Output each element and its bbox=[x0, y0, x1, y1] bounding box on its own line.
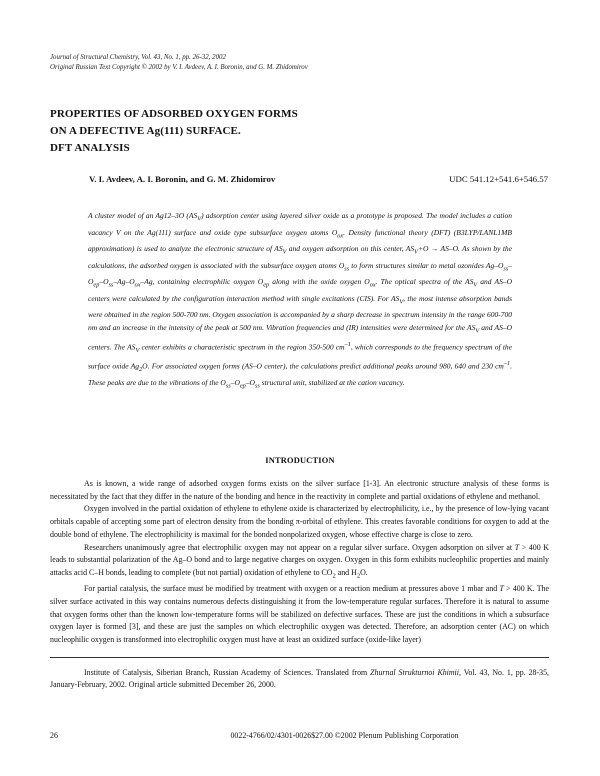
udc-code: UDC 541.12+541.6+546.57 bbox=[449, 174, 548, 184]
abstract-subscript: V bbox=[282, 248, 287, 256]
journal-citation: Journal of Structural Chemistry, Vol. 43, No. 1, pp. 26-32, 2002 bbox=[50, 54, 226, 61]
abstract-text: –O bbox=[88, 260, 513, 286]
author-list: V. I. Avdeev, A. I. Boronin, and G. M. Zhidomirov bbox=[89, 174, 276, 184]
abstract-subscript: V bbox=[135, 346, 140, 354]
abstract-text: and oxygen adsorption on this center, AS bbox=[286, 244, 415, 253]
abstract-text: –O bbox=[230, 377, 240, 387]
abstract-subscript: ep bbox=[239, 382, 246, 389]
abstract-subscript: ep bbox=[263, 281, 270, 289]
footnote-text: , Vol. 43, No. 1, pp. 28-35, January-February, 2002. Original article submitted December 26, 2000. bbox=[50, 668, 549, 689]
abstract-text: ) adsorption center using layered silver oxide as a prototype is proposed. The model includes a cation vacancy V on the Ag(111) surface and oxide type subsurface oxygen atoms O bbox=[88, 211, 513, 237]
abstract-text: and AS–O centers. The AS bbox=[88, 323, 512, 351]
title-line-2: ON A DEFECTIVE Ag(111) SURFACE. bbox=[50, 125, 241, 137]
abstract-subscript: ss bbox=[254, 382, 260, 389]
paragraph-1: As is known, a wide range of adsorbed oxygen forms exists on the silver surface [1-3]. An electronic structure analysis of these forms is necessitated by the fact that they differ in the nature of the bonding and hence in the reactivity in complete and partial oxidations of ethylene and methanol. bbox=[50, 479, 549, 501]
abstract-text: –Ag–O bbox=[113, 277, 135, 286]
abstract-text: , which corresponds to the frequency spectrum of the surface oxide Ag bbox=[88, 342, 513, 370]
abstract-text: O. For associated oxygen forms (AS–O center), the calculations predict additional peaks around 980, 640 and 230 cm bbox=[142, 361, 504, 370]
paragraph-subscript: 2 bbox=[332, 572, 336, 580]
paragraph-4 bbox=[50, 583, 549, 647]
paragraph-text: and H bbox=[335, 567, 357, 577]
abstract-subscript: ss bbox=[225, 382, 231, 389]
abstract-text: A cluster model of an Ag12–3O (AS bbox=[88, 211, 198, 220]
abstract-subscript: ox bbox=[134, 281, 141, 289]
paragraph-text: > 400 K. The silver surface activated in this way contains numerous defects distinguishing it from the low-temperature regular surfaces. Therefore it is natural to assume that oxygen forms other than the known low-temperature forms will be stabilized on defective surfaces. These are just the conditions in which a subsurface oxygen layer is formed [3], and these are just the samples on which electrophilic oxygen was detected. Therefore, an adsorption center (AC) on which nucleophilic oxygen is transformed into electrophilic oxygen must have at least an oxidized surface (oxide-like layer) bbox=[50, 584, 549, 645]
temperature-symbol: T bbox=[514, 542, 520, 552]
paragraph-text: Researchers unanimously agree that electrophilic oxygen may not appear on a regular silver surface. Oxygen adsorption on silver at bbox=[84, 542, 515, 552]
title-line-3: DFT ANALYSIS bbox=[50, 142, 130, 154]
abstract-subscript: V bbox=[475, 327, 480, 335]
abstract-text: to form structures similar to metal ozonides Ag–O bbox=[349, 260, 504, 270]
abstract-text: . These peaks are due to the vibrations of the O bbox=[88, 361, 512, 387]
abstract-text: and AS–O centers were calculated by the configuration interaction method with single excitations (CIS). For AS bbox=[88, 277, 512, 303]
abstract-subscript: 2 bbox=[139, 365, 143, 373]
abstract-text: . Density functional theory (DFT) (B3LYP/LANL1MB approximation) is used to analyze the electronic structure of AS bbox=[88, 227, 512, 253]
abstract-text: +O → AS–O. As shown by the calculations, the adsorbed oxygen is associated with the subsurface oxygen atoms O bbox=[88, 244, 512, 270]
footnote bbox=[50, 667, 549, 691]
title-line-1: PROPERTIES OF ADSORBED OXYGEN FORMS bbox=[50, 108, 298, 120]
abstract-text: –Ag, containing electrophilic oxygen O bbox=[140, 277, 264, 286]
abstract-subscript: ox bbox=[369, 281, 376, 289]
abstract-subscript: V bbox=[197, 215, 202, 223]
paragraph-text: O. bbox=[360, 567, 368, 577]
copyright-line: 0022-4766/02/4301-0026$27.00 ©2002 Plenum Publishing Corporation bbox=[230, 731, 459, 740]
abstract-subscript: ss bbox=[108, 281, 114, 289]
footnote-text: Institute of Catalysis, Siberian Branch, Russian Academy of Sciences. Translated from bbox=[84, 668, 371, 677]
abstract-subscript: ep bbox=[93, 281, 100, 289]
abstract bbox=[88, 209, 512, 392]
paragraph-text: > 400 K leads to substantial polarization of the Ag–O bond and to large negative charges on oxygen. Oxygen in this form exhibits nucleophilic properties and mainly attacks acid C–H bonds, leading to complete (but not partial) oxidation of ethylene to CO bbox=[50, 542, 549, 577]
abstract-text: –O bbox=[99, 277, 109, 286]
abstract-text: structural unit, stabilized at the cation vacancy. bbox=[259, 377, 405, 387]
footnote-journal-title: Zhurnal Strukturnoi Khimii bbox=[370, 668, 459, 677]
temperature-symbol: T bbox=[499, 584, 504, 594]
abstract-text: . The optical spectra of the AS bbox=[375, 277, 474, 286]
abstract-subscript: ss bbox=[344, 265, 350, 272]
abstract-superscript: –1 bbox=[503, 359, 511, 367]
abstract-subscript: ox bbox=[337, 232, 344, 239]
footnote-divider bbox=[50, 657, 549, 658]
paragraph-subscript: 2 bbox=[356, 572, 361, 580]
journal-header bbox=[50, 53, 550, 73]
article-title bbox=[50, 106, 550, 157]
abstract-subscript: V bbox=[399, 298, 404, 305]
abstract-subscript: V bbox=[414, 248, 418, 256]
original-copyright-line: Original Russian Text Copyright © 2002 by V. I. Avdeev, A. I. Boronin, and G. M. Zhidomirov bbox=[50, 64, 308, 71]
paragraph-3 bbox=[50, 542, 549, 584]
paragraph-text: For partial catalysis, the surface must be modified by treatment with oxygen or a reaction medium at pressures above 1 mbar and bbox=[84, 584, 500, 594]
abstract-text: , the most intense absorption bands were obtained in the region 500-700 nm. Oxygen association is accompanied by a sharp decrease in spectrum intensity in the range 600-700 nm and an increase in the intensity of the peak at 500 nm. Vibration frequencies and (IR) intensities were determined for the AS bbox=[88, 293, 512, 332]
abstract-subscript: ss bbox=[503, 265, 509, 272]
section-heading-introduction: INTRODUCTION bbox=[265, 456, 335, 465]
abstract-text: center exhibits a characteristic spectrum in the region 350-500 cm bbox=[139, 342, 345, 351]
abstract-text: along with the oxide oxygen O bbox=[269, 277, 370, 286]
page-number: 26 bbox=[50, 731, 58, 740]
abstract-text: –O bbox=[245, 377, 255, 387]
paragraph-2: Oxygen involved in the partial oxidation of ethylene to ethylene oxide is characterized by electrophilicity, i.e., by the presence of low-lying vacant orbitals capable of accepting some part of electron density from the bonding π-orbital of ethylene. This creates favorable conditions for oxygen to add at the double bond of ethylene. The electrophilicity is maximal for the bonded nonpolarized oxygen, whose effective charge is close to zero. bbox=[50, 504, 549, 539]
body-text bbox=[50, 478, 549, 647]
abstract-subscript: V bbox=[473, 281, 478, 289]
abstract-superscript: –1 bbox=[344, 340, 351, 348]
